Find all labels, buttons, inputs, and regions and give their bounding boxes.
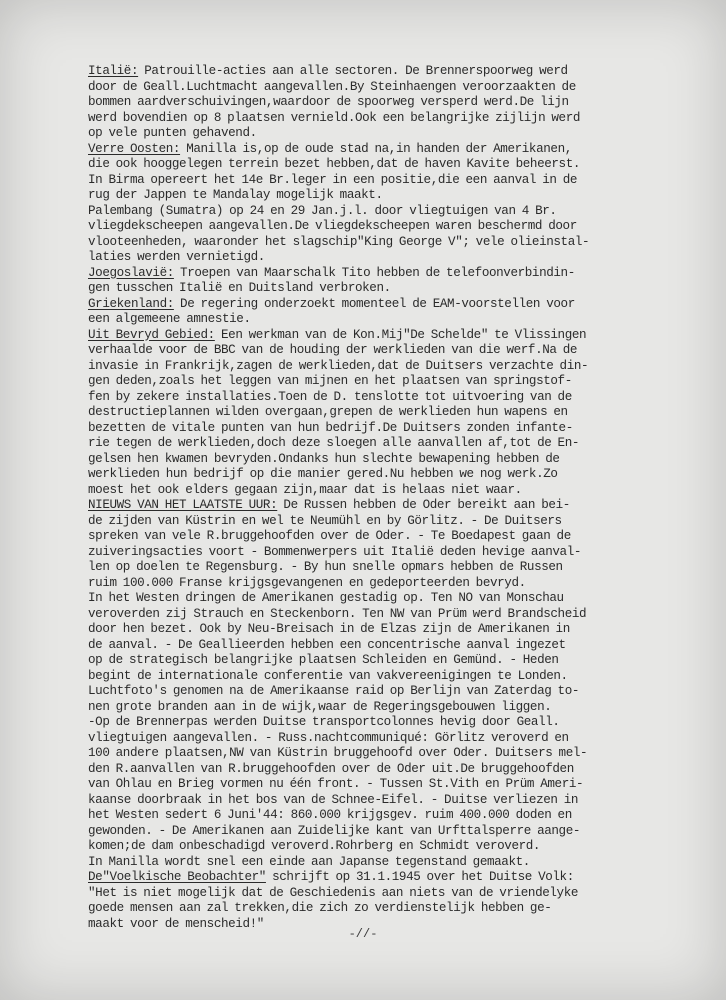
text-line: vliegdekscheepen aangevallen.De vliegdekscheepen waren beschermd door: [88, 219, 577, 233]
text-line: spreken van vele R.bruggehoofden over de Oder. - Te Boedapest gaan de: [88, 529, 571, 543]
page-footer-mark: -//-: [348, 927, 378, 941]
text-line: gen tusschen Italië en Duitsland verbroken.: [88, 281, 391, 295]
text-line: op vele punten gehavend.: [88, 126, 257, 140]
text-line: "Het is niet mogelijk dat de Geschiedenis aan niets van de vriendelyke: [88, 885, 579, 900]
text-line: werd bovendien op 8 plaatsen vernield.Ook een belangrijke zijlijn werd: [88, 110, 581, 125]
text-line: verhaalde voor de BBC van de houding der werklieden van die werf.Na de: [88, 343, 578, 357]
text-line: rie tegen de werklieden,doch deze sloegen alle aanvallen af,tot de En-: [88, 436, 580, 450]
section-heading-italie: Italië:: [88, 64, 139, 78]
text-line: Uit Bevryd Gebied: Een werkman van de Kon.Mij"De Schelde" te Vlissingen: [88, 327, 587, 342]
text-line: vlooteenheden, waaronder het slagschip"King George V"; vele olieinstal-: [88, 234, 590, 249]
text-line: Italië: Patrouille-acties aan alle sectoren. De Brennerspoorweg werd: [88, 64, 568, 78]
section-heading-voelkische-beobachter: De"Voelkische Beobachter": [88, 870, 266, 884]
section-heading-nieuws-laatste-uur: NIEUWS VAN HET LAATSTE UUR:: [88, 498, 278, 512]
text-line: begint de internationale conferentie van vakvereenigingen te Londen.: [88, 668, 568, 683]
document-body: [88, 64, 724, 932]
text-line: maakt voor de menscheid!": [88, 916, 264, 931]
text-line: fen by zekere installaties.Toen de D. tenslotte tot uitvoering van de: [88, 389, 572, 404]
text-line: van Ohlau en Brieg vormen nu één front. - Tussen St.Vith en Prüm Ameri-: [88, 777, 584, 791]
text-line: destructieplannen wilden overgaan,grepen de werklieden hun wapens en: [88, 405, 568, 419]
text-line: -Op de Brennerpas werden Duitse transportcolonnes hevig door Geall.: [88, 715, 560, 729]
section-heading-joegoslavie: Joegoslavië:: [88, 265, 174, 280]
text-line: moest het ook elders gegaan zijn,maar dat is helaas niet waar.: [88, 482, 522, 497]
section-heading-uit-bevryd-gebied: Uit Bevryd Gebied:: [88, 327, 215, 342]
text-line: 100 andere plaatsen,NW van Küstrin bruggehoofd over Oder. Duitsers mel-: [88, 746, 588, 760]
text-line: NIEUWS VAN HET LAATSTE UUR: De Russen hebben de Oder bereikt aan bei-: [88, 498, 570, 512]
text-line: ruim 100.000 Franse krijgsgevangenen en gedeporteerden bevryd.: [88, 575, 526, 590]
text-line: de zijden van Küstrin en wel te Neumühl en by Görlitz. - De Duitsers: [88, 513, 562, 528]
text-line: Luchtfoto's genomen na de Amerikaanse raid op Berlijn van Zaterdag to-: [88, 684, 580, 698]
text-line: gen deden,zoals het leggen van mijnen en het plaatsen van springstof-: [88, 374, 572, 388]
text-line: den R.aanvallen van R.bruggehoofden over de Oder uit.De bruggehoofden: [88, 761, 574, 776]
section-heading-verre-oosten: Verre Oosten:: [88, 141, 181, 156]
text-line: werklieden hun bedrijf op die manier gered.Nu hebben we nog werk.Zo: [88, 467, 558, 481]
text-line: de aanval. - De Geallieerden hebben een concentrische aanval ingezet: [88, 637, 566, 652]
text-line: rug der Jappen te Mandalay mogelijk maakt.: [88, 188, 383, 202]
text-line: een algemeene amnestie.: [88, 312, 251, 326]
text-line: vliegtuigen aangevallen. - Russ.nachtcommuniqué: Görlitz veroverd en: [88, 730, 569, 745]
text-line: het Westen sedert 6 Juni'44: 860.000 krijgsgev. ruim 400.000 doden en: [88, 808, 572, 822]
text-line: die ook hooggelegen terrein bezet hebben,dat de haven Kavite beheerst.: [88, 157, 581, 171]
text-line: kaanse doorbraak in het bos van de Schnee-Eifel. - Duitse verliezen in: [88, 792, 579, 807]
text-line: gelsen hen kwamen bevryden.Ondanks hun slechte bewapening hebben de: [88, 451, 560, 466]
text-line: In Birma opereert het 14e Br.leger in een positie,die een aanval in de: [88, 172, 578, 187]
text-line: bommen aardverschuivingen,waardoor de spoorweg versperd werd.De lijn: [88, 95, 569, 109]
text-line: gewonden. - De Amerikanen aan Zuidelijke kant van Urfttalsperre aange-: [88, 823, 581, 838]
text-line: bezetten de vitale punten van hun bedrijf.De Duitsers zonden infante-: [88, 420, 573, 435]
text-line: len op doelen te Regensburg. - By hun snelle opmars hebben de Russen: [88, 560, 563, 574]
text-line: nen grote branden aan in de wijk,waar de Regeringsgebouwen liggen.: [88, 699, 552, 714]
text-line: veroverden zij Strauch en Steckenborn. Ten NW van Prüm werd Brandscheid: [88, 606, 587, 621]
text-line: In het Westen dringen de Amerikanen gestadig op. Ten NO van Monschau: [88, 591, 564, 605]
text-line: De"Voelkische Beobachter" schrijft op 31.1.1945 over het Duitse Volk:: [88, 870, 574, 884]
text-line: In Manilla wordt snel een einde aan Japanse tegenstand gemaakt.: [88, 854, 530, 869]
text-line: Joegoslavië: Troepen van Maarschalk Tito hebben de telefoonverbindin-: [88, 265, 575, 280]
text-line: door de Geall.Luchtmacht aangevallen.By Steinhaengen veroorzaakten de: [88, 79, 576, 94]
text-line: zuiveringsacties voort - Bommenwerpers uit Italië deden hevige aanval-: [88, 544, 582, 559]
section-heading-griekenland: Griekenland:: [88, 296, 174, 311]
text-line: door hen bezet. Ook by Neu-Breisach in de Elzas zijn de Amerikanen in: [88, 622, 570, 636]
text-line: Griekenland: De regering onderzoekt momenteel de EAM-voorstellen voor: [88, 296, 575, 311]
text-line: komen;de dam onbeschadigd veroverd.Rohrberg en Schmidt veroverd.: [88, 839, 541, 853]
text-line: Palembang (Sumatra) op 24 en 29 Jan.j.l. door vliegtuigen van 4 Br.: [88, 203, 557, 218]
text-line: invasie in Frankrijk,zagen de werklieden,dat de Duitsers verzachte din-: [88, 358, 589, 373]
text-line: Verre Oosten: Manilla is,op de oude stad na,in handen der Amerikanen,: [88, 141, 572, 156]
text-line: goede mensen aan zal trekken,die zich zo verdienstelijk hebben ge-: [88, 901, 552, 915]
text-line: op de strategisch belangrijke plaatsen Schleiden en Gemünd. - Heden: [88, 653, 559, 667]
text-line: laties werden vernietigd.: [88, 250, 265, 264]
